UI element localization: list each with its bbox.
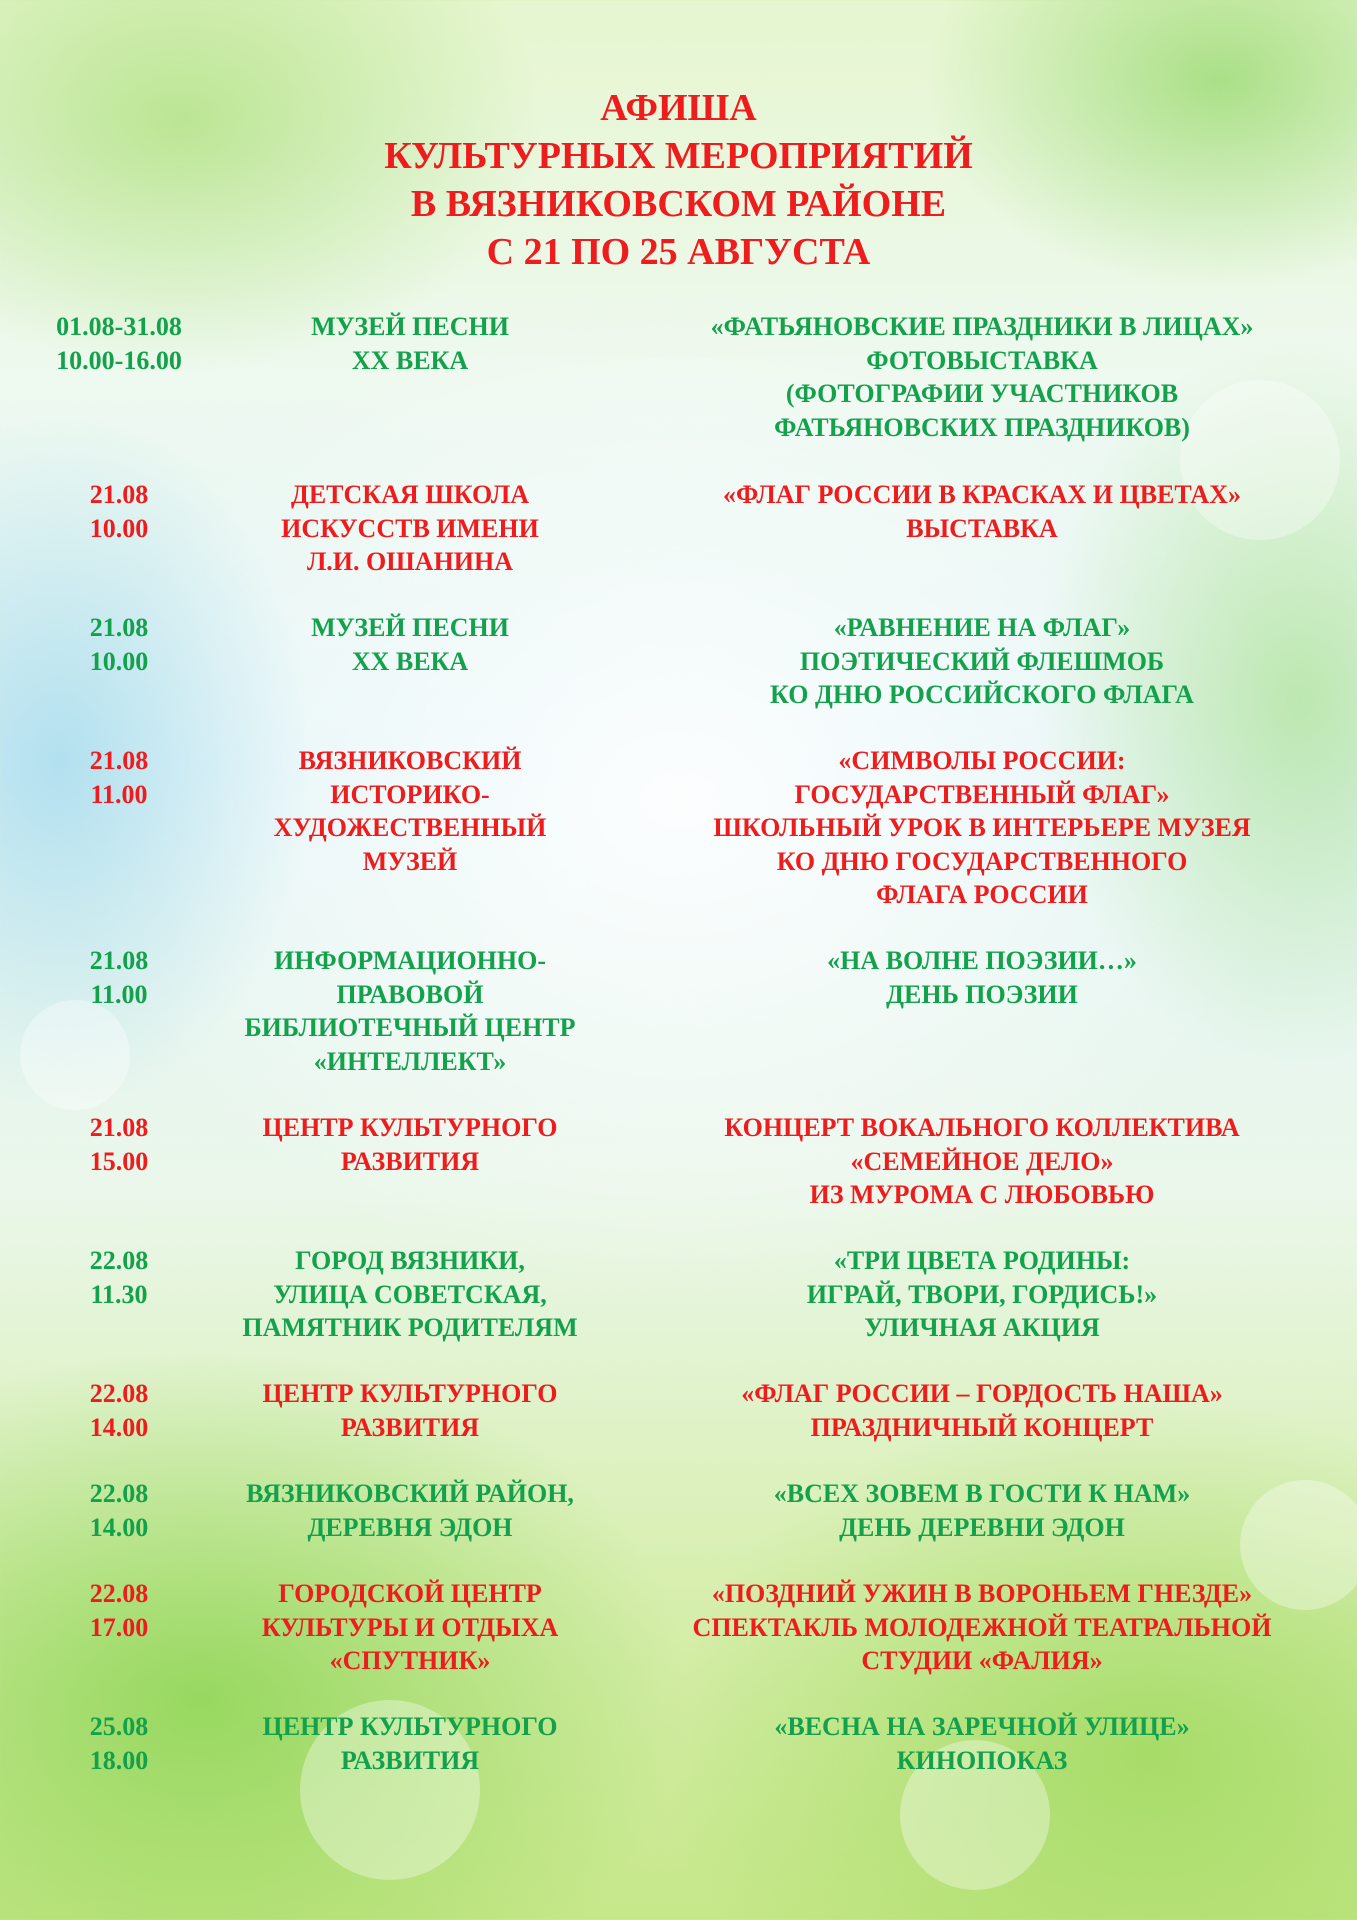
event-description-line: ШКОЛЬНЫЙ УРОК В ИНТЕРЬЕРЕ МУЗЕЯ [713, 813, 1251, 842]
event-place-line: ХУДОЖЕСТВЕННЫЙ [273, 813, 547, 842]
event-description-line: ФЛАГА РОССИИ [876, 880, 1088, 909]
event-date [30, 944, 208, 1011]
event-description-line: ДЕНЬ ДЕРЕВНИ ЭДОН [839, 1512, 1125, 1542]
event-description-line: «СЕМЕЙНОЕ ДЕЛО» [850, 1146, 1114, 1176]
event-description-line: ИЗ МУРОМА С ЛЮБОВЬЮ [809, 1180, 1155, 1209]
event-date-line: 22.08 [89, 1246, 149, 1275]
event-date-line: 01.08-31.08 [56, 312, 182, 341]
event-description-line: ГОСУДАРСТВЕННЫЙ ФЛАГ» [794, 779, 1170, 809]
event-date [30, 1377, 208, 1444]
event-description-line: «РАВНЕНИЕ НА ФЛАГ» [833, 613, 1131, 642]
title-line-2: КУЛЬТУРНЫХ МЕРОПРИЯТИЙ [384, 135, 973, 177]
event-description [632, 1577, 1332, 1678]
event-date [30, 611, 208, 678]
event-date [30, 1477, 208, 1544]
event-place-line: ПАМЯТНИК РОДИТЕЛЯМ [242, 1313, 578, 1342]
event-description-line: (ФОТОГРАФИИ УЧАСТНИКОВ [785, 379, 1179, 408]
event-date [30, 1577, 208, 1644]
event-date-line: 10.00-16.00 [56, 345, 182, 375]
event-place-line: ЦЕНТР КУЛЬТУРНОГО [262, 1712, 558, 1741]
event-place [212, 944, 608, 1078]
event-place-line: МУЗЕЙ ПЕСНИ [311, 312, 509, 341]
event-place [212, 1377, 608, 1444]
event-place-line: ДЕТСКАЯ ШКОЛА [290, 480, 530, 509]
event-description-line: ВЫСТАВКА [906, 513, 1058, 543]
event-place-line: ДЕРЕВНЯ ЭДОН [307, 1512, 513, 1542]
event-date [30, 1244, 208, 1311]
event-date-line: 17.00 [89, 1612, 149, 1642]
event-description [632, 1710, 1332, 1777]
event-place-line: ЦЕНТР КУЛЬТУРНОГО [262, 1113, 558, 1142]
event-description-line: ИГРАЙ, ТВОРИ, ГОРДИСЬ!» [806, 1279, 1158, 1309]
event-place-line: ГОРОДСКОЙ ЦЕНТР [278, 1579, 542, 1608]
event-description-line: «ВСЕХ ЗОВЕМ В ГОСТИ К НАМ» [773, 1479, 1191, 1508]
event-date [30, 744, 208, 811]
event-place [212, 1577, 608, 1678]
event-description-line: КИНОПОКАЗ [896, 1745, 1068, 1775]
event-date-line: 21.08 [89, 1113, 149, 1142]
event-place [212, 1244, 608, 1345]
event-place [212, 1477, 608, 1544]
event-description [632, 1477, 1332, 1544]
event-description-line: «ПОЗДНИЙ УЖИН В ВОРОНЬЕМ ГНЕЗДЕ» [711, 1579, 1253, 1608]
event-date-line: 11.00 [90, 979, 148, 1009]
event-date-line: 22.08 [89, 1479, 149, 1508]
event-place-line: ВЯЗНИКОВСКИЙ [298, 746, 522, 775]
event-place-line: Л.И. ОШАНИНА [306, 547, 514, 576]
event-date-line: 11.30 [90, 1279, 148, 1309]
event-description-line: СТУДИИ «ФАЛИЯ» [861, 1646, 1103, 1675]
event-place-line: «ИНТЕЛЛЕКТ» [313, 1046, 507, 1076]
event-place-line: ИСТОРИКО- [330, 779, 490, 809]
event-date-line: 14.00 [89, 1412, 149, 1442]
event-place-line: ПРАВОВОЙ [336, 979, 484, 1009]
event-date [30, 1710, 208, 1777]
event-description [632, 1244, 1332, 1345]
event-place [212, 744, 608, 878]
event-date [30, 478, 208, 545]
event-place [212, 310, 608, 377]
title-line-1: АФИША [600, 87, 757, 129]
event-description-line: «НА ВОЛНЕ ПОЭЗИИ…» [827, 946, 1137, 975]
event-place-line: РАЗВИТИЯ [340, 1412, 480, 1442]
event-date-line: 14.00 [89, 1512, 149, 1542]
event-place-line: КУЛЬТУРЫ И ОТДЫХА [261, 1612, 559, 1642]
event-date [30, 310, 208, 377]
event-place-line: МУЗЕЙ [362, 846, 458, 876]
event-date-line: 15.00 [89, 1146, 149, 1176]
event-place-line: «СПУТНИК» [329, 1646, 491, 1675]
event-description-line: «ФАТЬЯНОВСКИЕ ПРАЗДНИКИ В ЛИЦАХ» [710, 312, 1254, 341]
event-place-line: ГОРОД ВЯЗНИКИ, [295, 1246, 525, 1275]
event-place [212, 1710, 608, 1777]
event-description [632, 1377, 1332, 1444]
event-place-line: РАЗВИТИЯ [340, 1745, 480, 1775]
event-description-line: КО ДНЮ ГОСУДАРСТВЕННОГО [776, 846, 1188, 876]
event-description-line: КО ДНЮ РОССИЙСКОГО ФЛАГА [770, 680, 1194, 709]
event-description-line: ДЕНЬ ПОЭЗИИ [886, 979, 1078, 1009]
event-description [632, 944, 1332, 1011]
event-date-line: 11.00 [90, 779, 148, 809]
event-description [632, 310, 1332, 444]
event-description-line: «СИМВОЛЫ РОССИИ: [838, 746, 1126, 775]
event-description-line: ФАТЬЯНОВСКИХ ПРАЗДНИКОВ) [774, 412, 1190, 442]
event-place-line: ИСКУССТВ ИМЕНИ [281, 513, 539, 543]
event-description-line: ПОЭТИЧЕСКИЙ ФЛЕШМОБ [799, 646, 1165, 676]
event-description-line: «ФЛАГ РОССИИ – ГОРДОСТЬ НАША» [741, 1379, 1223, 1408]
event-place-line: XX ВЕКА [351, 646, 469, 676]
event-place-line: МУЗЕЙ ПЕСНИ [311, 613, 509, 642]
event-place-line: XX ВЕКА [351, 345, 469, 375]
event-date-line: 22.08 [89, 1579, 149, 1608]
event-description [632, 611, 1332, 712]
event-place-line: ИНФОРМАЦИОННО- [273, 946, 547, 975]
event-date [30, 1111, 208, 1178]
event-date-line: 10.00 [89, 646, 149, 676]
poster-title [0, 84, 1357, 276]
event-description-line: КОНЦЕРТ ВОКАЛЬНОГО КОЛЛЕКТИВА [724, 1113, 1240, 1142]
event-place-line: РАЗВИТИЯ [340, 1146, 480, 1176]
event-description-line: «ТРИ ЦВЕТА РОДИНЫ: [833, 1246, 1131, 1275]
event-description [632, 744, 1332, 912]
event-date-line: 22.08 [89, 1379, 149, 1408]
event-description-line: СПЕКТАКЛЬ МОЛОДЕЖНОЙ ТЕАТРАЛЬНОЙ [692, 1612, 1272, 1642]
event-description-line: ПРАЗДНИЧНЫЙ КОНЦЕРТ [810, 1412, 1154, 1442]
event-date-line: 21.08 [89, 746, 149, 775]
event-date-line: 25.08 [89, 1712, 149, 1741]
event-date-line: 10.00 [89, 513, 149, 543]
event-place [212, 611, 608, 678]
event-place-line: ЦЕНТР КУЛЬТУРНОГО [262, 1379, 558, 1408]
event-date-line: 21.08 [89, 480, 149, 509]
event-description-line: «ВЕСНА НА ЗАРЕЧНОЙ УЛИЦЕ» [774, 1712, 1190, 1741]
event-place [212, 1111, 608, 1178]
event-place-line: БИБЛИОТЕЧНЫЙ ЦЕНТР [244, 1013, 576, 1042]
event-place-line: ВЯЗНИКОВСКИЙ РАЙОН, [246, 1479, 574, 1508]
title-line-3: В ВЯЗНИКОВСКОМ РАЙОНЕ [410, 183, 947, 225]
event-description-line: «ФЛАГ РОССИИ В КРАСКАХ И ЦВЕТАХ» [723, 480, 1241, 509]
event-date-line: 18.00 [89, 1745, 149, 1775]
event-date-line: 21.08 [89, 613, 149, 642]
event-place-line: УЛИЦА СОВЕТСКАЯ, [273, 1279, 547, 1309]
event-place [212, 478, 608, 579]
event-date-line: 21.08 [89, 946, 149, 975]
event-description [632, 1111, 1332, 1212]
event-description [632, 478, 1332, 545]
title-line-4: С 21 ПО 25 АВГУСТА [486, 231, 871, 273]
event-description-line: УЛИЧНАЯ АКЦИЯ [864, 1313, 1100, 1342]
bokeh-decoration [20, 1000, 130, 1110]
event-description-line: ФОТОВЫСТАВКА [866, 345, 1098, 375]
